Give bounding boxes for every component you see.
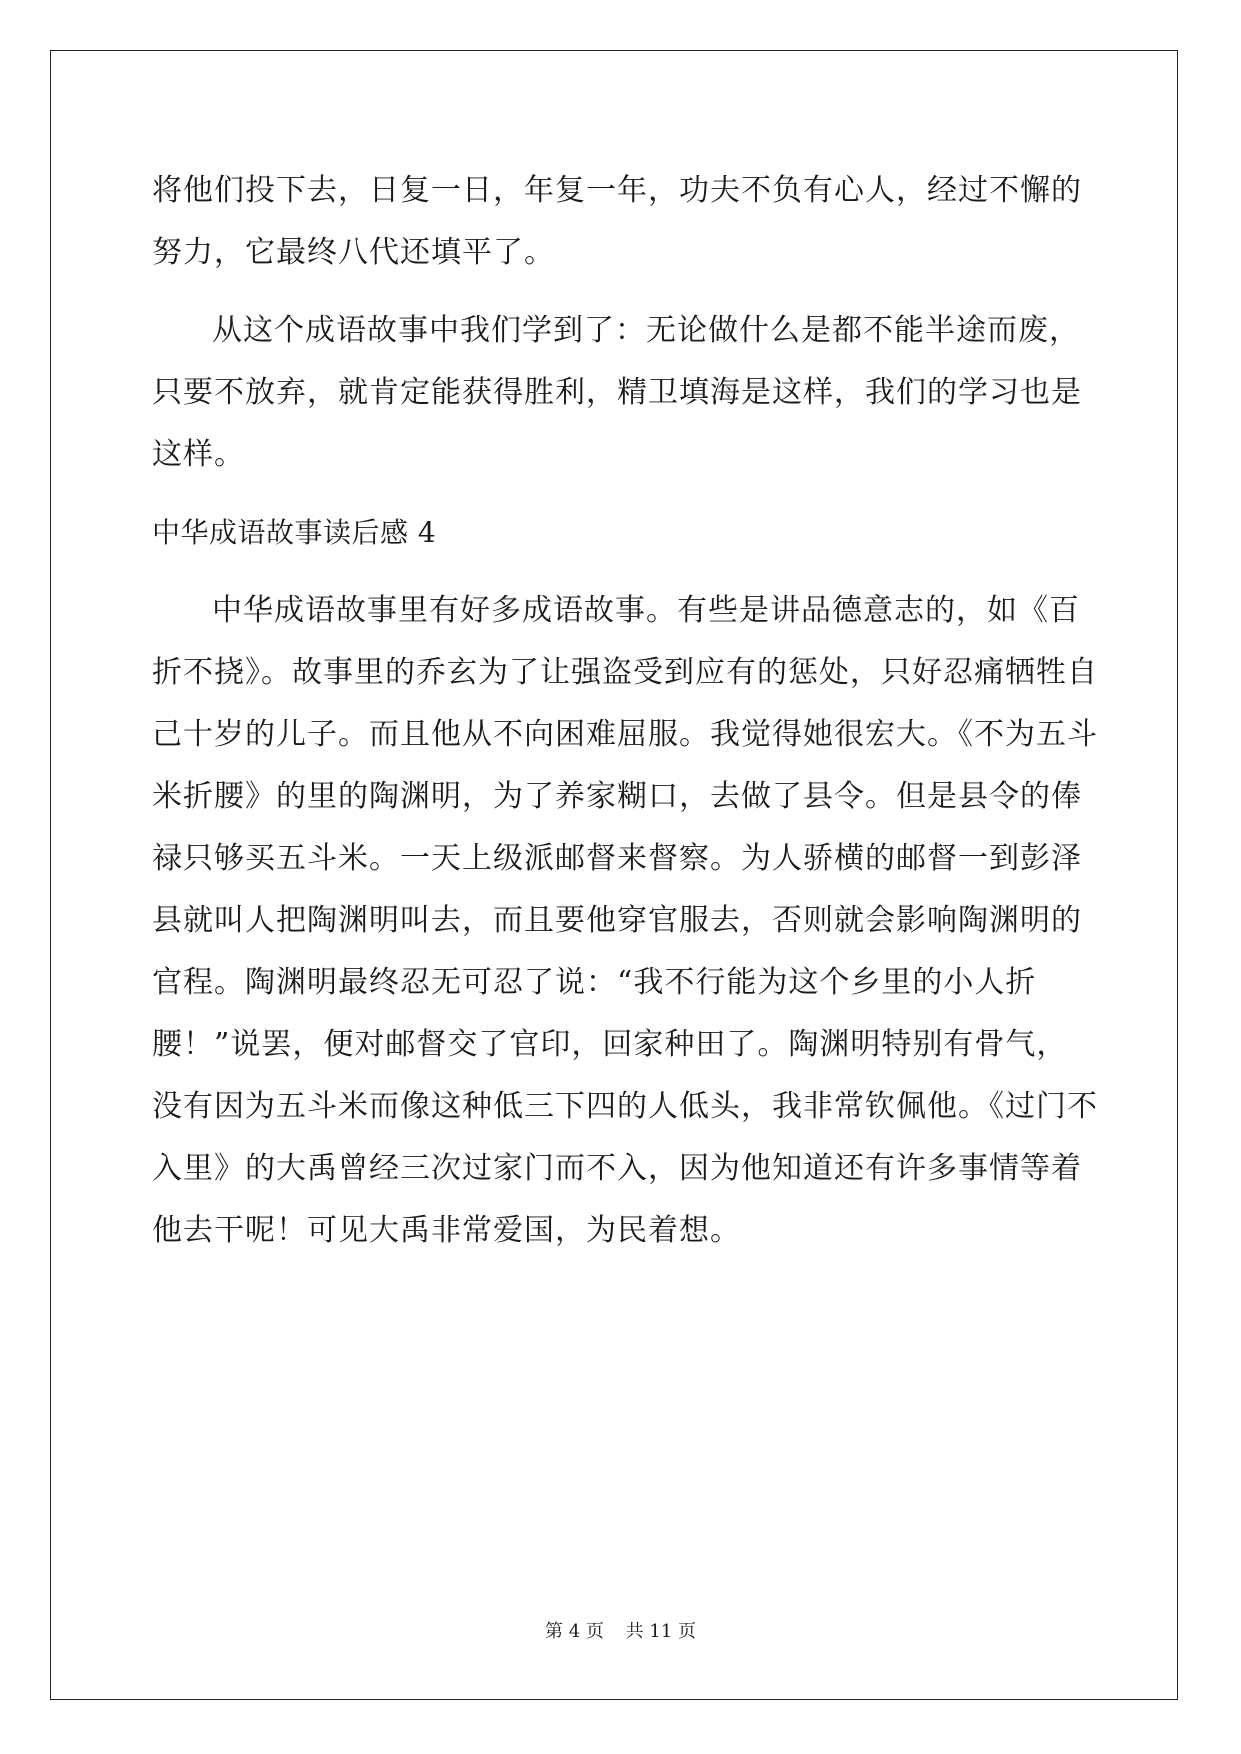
paragraph	[152, 580, 1098, 1262]
text-line: 只要不放弃，就肯定能获得胜利，精卫填海是这样，我们的学习也是	[152, 375, 1082, 410]
paragraph	[152, 160, 1092, 284]
text-line: 努力，它最终八代还填平了。	[152, 235, 555, 270]
text-line: 从这个成语故事中我们学到了：无论做什么是都不能半途而废，	[212, 313, 1080, 348]
page-total: 共 11 页	[625, 1621, 696, 1642]
text-line: 米折腰》的里的陶渊明，为了养家糊口，去做了县令。但是县令的俸	[152, 779, 1082, 814]
document-body	[152, 160, 1098, 1262]
page-footer	[0, 1617, 1241, 1643]
text-line: 将他们投下去，日复一日，年复一年，功夫不负有心人，经过不懈的	[152, 173, 1082, 208]
text-line: 他去干呢！可见大禹非常爱国，为民着想。	[152, 1213, 741, 1248]
paragraph	[152, 300, 1092, 486]
text-line: 中华成语故事里有好多成语故事。有些是讲品德意志的，如《百	[212, 593, 1080, 628]
text-line: 没有因为五斗米而像这种低三下四的人低头，我非常钦佩他。《过门不	[152, 1089, 1098, 1124]
text-line: 己十岁的儿子。而且他从不向困难屈服。我觉得她很宏大。《不为五斗	[152, 717, 1098, 752]
text-line: 折不挠》。故事里的乔玄为了让强盗受到应有的惩处，只好忍痛牺牲自	[152, 655, 1098, 690]
text-line: 这样。	[152, 437, 245, 472]
section-heading: 中华成语故事读后感 4	[152, 516, 437, 549]
text-line: 县就叫人把陶渊明叫去，而且要他穿官服去，否则就会影响陶渊明的	[152, 903, 1082, 938]
page-number: 第 4 页	[545, 1621, 604, 1642]
text-line: 入里》的大禹曾经三次过家门而不入，因为他知道还有许多事情等着	[152, 1151, 1082, 1186]
text-line: 腰！”说罢，便对邮督交了官印，回家种田了。陶渊明特别有骨气，	[152, 1027, 1068, 1062]
text-line: 禄只够买五斗米。一天上级派邮督来督察。为人骄横的邮督一到彭泽	[152, 841, 1082, 876]
text-line: 官程。陶渊明最终忍无可忍了说：“我不行能为这个乡里的小人折	[152, 965, 1037, 1000]
